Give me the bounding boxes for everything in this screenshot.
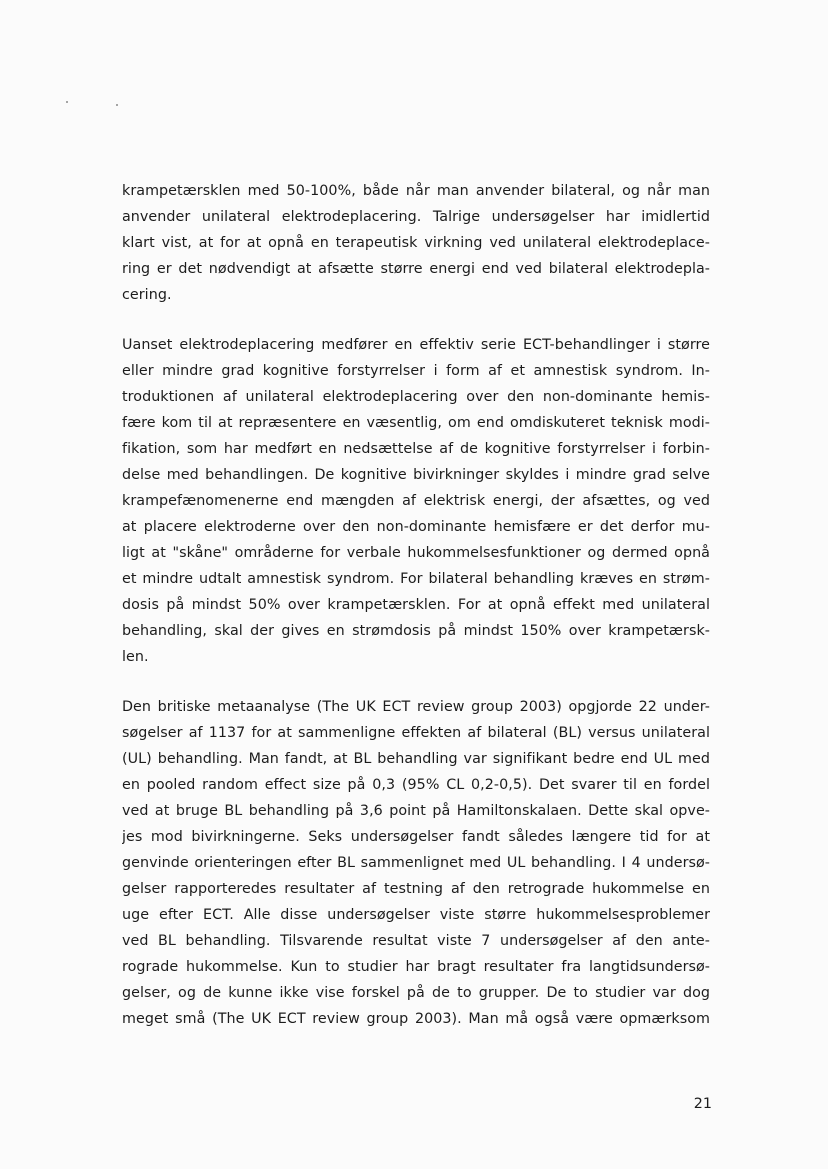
text-line: en pooled random effect size på 0,3 (95% CL 0,2-0,5). Det svarer til en fordel [122, 777, 710, 793]
text-line: gelser, og de kunne ikke vise forskel på de to grupper. De to studier var dog [122, 985, 710, 1001]
text-line: dosis på mindst 50% over krampetærsklen. For at opnå effekt med unilateral [122, 597, 710, 613]
text-line: gelser rapporteredes resultater af testning af den retrograde hukommelse en [122, 881, 710, 897]
text-line: anvender unilateral elektrodeplacering. Talrige undersøgelser har imidlertid [122, 209, 710, 225]
text-line: et mindre udtalt amnestisk syndrom. For bilateral behandling kræves en strøm- [122, 571, 710, 587]
scan-speck [116, 104, 118, 106]
text-line: uge efter ECT. Alle disse undersøgelser viste større hukommelsesproblemer [122, 907, 710, 923]
text-line: krampetærsklen med 50-100%, både når man anvender bilateral, og når man [122, 183, 710, 199]
text-line: len. [122, 649, 149, 665]
text-line: at placere elektroderne over den non-dominante hemisfære er det derfor mu- [122, 519, 710, 535]
text-line: rograde hukommelse. Kun to studier har bragt resultater fra langtidsundersø- [122, 959, 710, 975]
text-line: ved at bruge BL behandling på 3,6 point på Hamiltonskalaen. Dette skal opve- [122, 803, 710, 819]
page-number: 21 [693, 1096, 712, 1112]
text-line: meget små (The UK ECT review group 2003). Man må også være opmærksom [122, 1011, 710, 1027]
text-line: krampefænomenerne end mængden af elektrisk energi, der afsættes, og ved [122, 493, 710, 509]
text-line: klart vist, at for at opnå en terapeutisk virkning ved unilateral elektrodeplace- [122, 235, 710, 251]
text-line: Den britiske metaanalyse (The UK ECT review group 2003) opgjorde 22 under- [122, 699, 710, 715]
paragraph-1 [122, 178, 710, 308]
text-line: cering. [122, 287, 172, 303]
text-line: Uanset elektrodeplacering medfører en effektiv serie ECT-behandlinger i større [122, 337, 710, 353]
paragraph-2 [122, 332, 710, 670]
text-line: (UL) behandling. Man fandt, at BL behandling var signifikant bedre end UL med [122, 751, 710, 767]
body-text [122, 178, 710, 1056]
text-line: fikation, som har medført en nedsættelse af de kognitive forstyrrelser i forbin- [122, 441, 710, 457]
text-line: troduktionen af unilateral elektrodeplacering over den non-dominante hemis- [122, 389, 710, 405]
text-line: behandling, skal der gives en strømdosis på mindst 150% over krampetærsk- [122, 623, 710, 639]
text-line: ligt at "skåne" områderne for verbale hukommelsesfunktioner og dermed opnå [122, 545, 710, 561]
text-line: ved BL behandling. Tilsvarende resultat viste 7 undersøgelser af den ante- [122, 933, 710, 949]
text-line: søgelser af 1137 for at sammenligne effekten af bilateral (BL) versus unilateral [122, 725, 710, 741]
text-line: eller mindre grad kognitive forstyrrelser i form af et amnestisk syndrom. In- [122, 363, 710, 379]
paragraph-3 [122, 694, 710, 1032]
text-line: fære kom til at repræsentere en væsentlig, om end omdiskuteret teknisk modi- [122, 415, 710, 431]
text-line: genvinde orienteringen efter BL sammenlignet med UL behandling. I 4 undersø- [122, 855, 710, 871]
text-line: delse med behandlingen. De kognitive bivirkninger skyldes i mindre grad selve [122, 467, 710, 483]
text-line: jes mod bivirkningerne. Seks undersøgelser fandt således længere tid for at [122, 829, 710, 845]
text-line: ring er det nødvendigt at afsætte større energi end ved bilateral elektrodepla- [122, 261, 710, 277]
scan-speck [66, 101, 68, 103]
